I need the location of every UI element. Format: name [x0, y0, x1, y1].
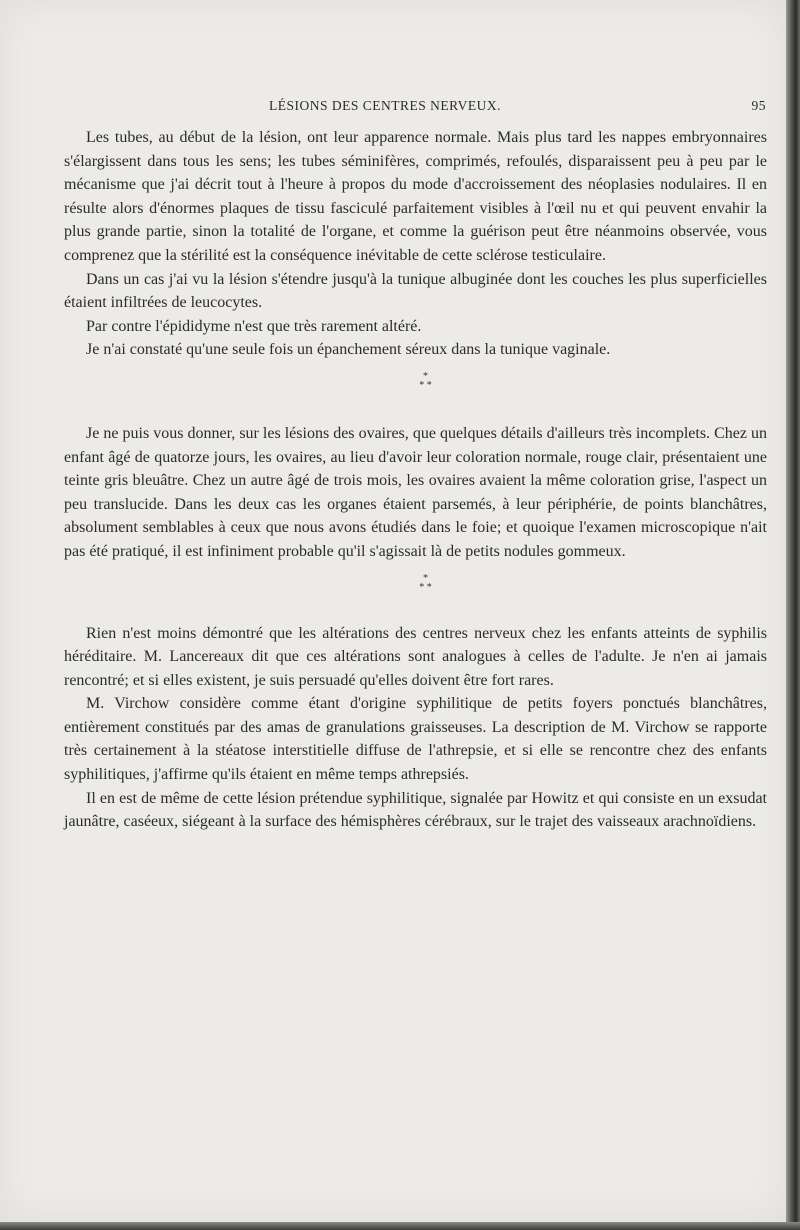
paragraph: Dans un cas j'ai vu la lésion s'étendre jusqu'à la tunique albuginée dont les couches les plus superficielles étaient infiltrées de leucocytes.	[64, 270, 767, 312]
separator-asterisk: *	[423, 370, 428, 382]
separator-asterisks: * *	[419, 581, 432, 593]
body-text	[64, 126, 767, 834]
paragraph: M. Virchow considère comme étant d'origine syphilitique de petits foyers ponctués blanchâtres, entièrement constitués par des amas de granulations graisseuses. La description de M. Virchow se rapporte très certainement à la stéatose interstitielle diffuse de l'athrepsie, et si elle se rencontre chez des enfants syphilitiques, j'affirme qu'ils étaient en même temps athrepsiés.	[64, 695, 767, 784]
section-separator	[64, 574, 767, 592]
paragraph: Il en est de même de cette lésion prétendue syphilitique, signalée par Howitz et qui consiste en un exsudat jaunâtre, caséeux, siégeant à la surface des hémisphères cérébraux, sur le trajet des vaisseaux arachnoïdiens.	[64, 789, 767, 831]
paragraph: Par contre l'épididyme n'est que très rarement altéré.	[86, 317, 422, 335]
page-number: 95	[751, 98, 766, 113]
separator-asterisks: * *	[419, 379, 432, 391]
paragraph: Les tubes, au début de la lésion, ont leur apparence normale. Mais plus tard les nappes embryonnaires s'élargissent dans tous les sens; les tubes séminifères, comprimés, refoulés, disparaissent peu à peu par le mécanisme que j'ai décrit tout à l'heure à propos du mode d'accroissement des néoplasies nodulaires. Il en résulte alors d'énormes plaques de tissu fasciculé parfaitement visibles à l'œil nu et qui peuvent envahir la plus grande partie, sinon la totalité de l'organe, et comme la guérison peut être néanmoins observée, vous comprenez que la stérilité est la conséquence inévitable de cette sclérose testiculaire.	[64, 129, 767, 264]
section-separator	[64, 372, 767, 390]
paragraph: Je ne puis vous donner, sur les lésions des ovaires, que quelques détails d'ailleurs très incomplets. Chez un enfant âgé de quatorze jours, les ovaires, au lieu d'avoir leur coloration normale, rouge clair, présentaient une teinte gris bleuâtre. Chez un autre âgé de trois mois, les ovaires avaient la même coloration grise, l'aspect un peu translucide. Dans les deux cas les organes étaient parsemés, à leur périphérie, de points blanchâtres, absolument semblables à ceux que nous avons étudiés dans le foie; et quoique l'examen microscopique n'ait pas été pratiqué, il est infiniment probable qu'il s'agissait là de petits nodules gommeux.	[64, 424, 767, 560]
page-header	[60, 98, 770, 120]
book-binding-edge	[786, 0, 800, 1230]
page-bottom-edge	[0, 1222, 800, 1230]
paragraph: Rien n'est moins démontré que les altérations des centres nerveux chez les enfants atteints de syphilis héréditaire. M. Lancereaux dit que ces altérations sont analogues à celles de l'adulte. Je n'en ai jamais rencontré; et si elles existent, je suis persuadé qu'elles doivent être fort rares.	[64, 624, 767, 689]
paragraph: Je n'ai constaté qu'une seule fois un épanchement séreux dans la tunique vaginale.	[86, 341, 611, 359]
running-title: LÉSIONS DES CENTRES NERVEUX.	[269, 98, 501, 113]
separator-asterisk: *	[423, 572, 428, 584]
